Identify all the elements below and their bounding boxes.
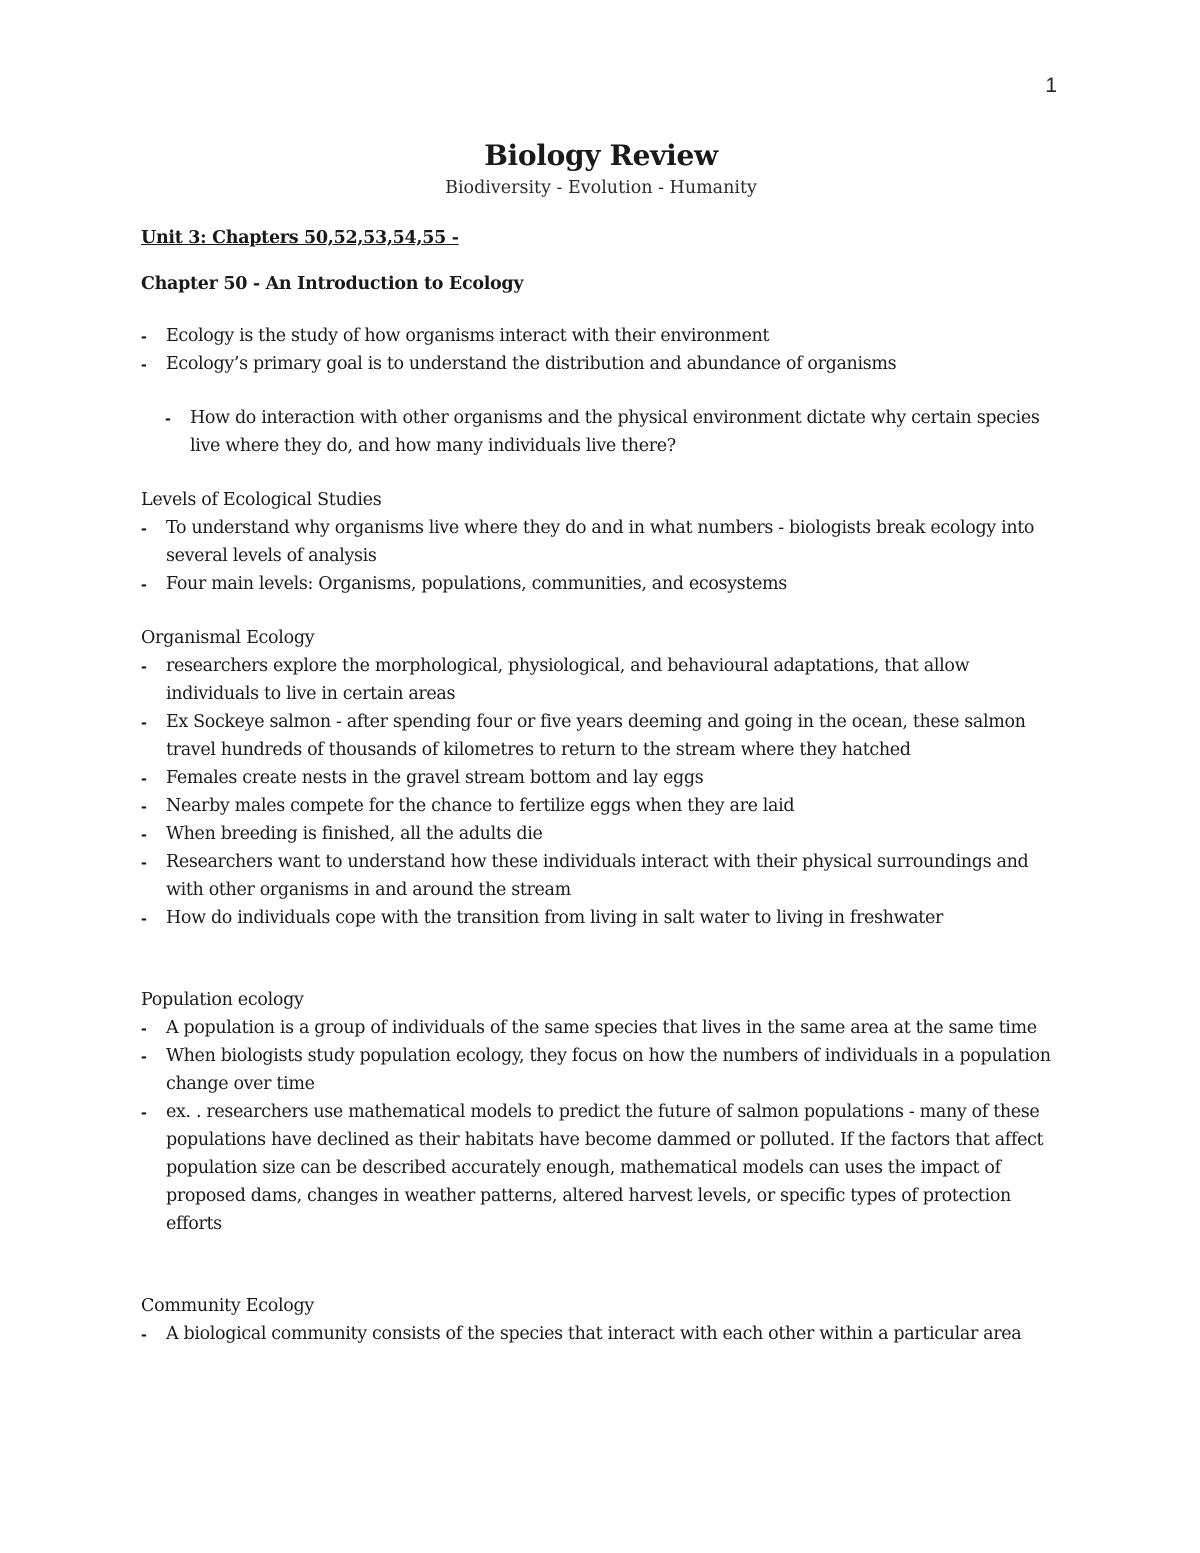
- levels-bullet-list: [141, 514, 1061, 598]
- list-item: - Nearby males compete for the chance to fertilize eggs when they are laid: [141, 792, 1061, 820]
- section-heading-population: Population ecology: [141, 990, 304, 1010]
- list-item: - Ecology is the study of how organisms interact with their environment: [141, 322, 1061, 350]
- list-item: - Four main levels: Organisms, populations, communities, and ecosystems: [141, 570, 1061, 598]
- bullet-dash: -: [141, 1018, 147, 1038]
- bullet-dash: -: [141, 824, 147, 844]
- bullet-dash: -: [141, 574, 147, 594]
- section-heading-levels: Levels of Ecological Studies: [141, 490, 382, 510]
- bullet-dash: -: [165, 408, 171, 428]
- organismal-bullet-list: [141, 652, 1061, 932]
- list-item: - A biological community consists of the species that interact with each other within a particular area: [141, 1320, 1061, 1348]
- section-heading-community: Community Ecology: [141, 1296, 314, 1316]
- bullet-dash: -: [141, 712, 147, 732]
- list-item: - Ecology’s primary goal is to understand the distribution and abundance of organisms: [141, 350, 1061, 378]
- bullet-dash: -: [141, 908, 147, 928]
- document-subtitle: Biodiversity - Evolution - Humanity: [445, 178, 757, 198]
- intro-sub-bullet-list: [141, 404, 1061, 460]
- list-item: - Researchers want to understand how these individuals interact with their physical surroundings and with other organisms in and around the stream: [141, 848, 1061, 904]
- list-item: - When breeding is finished, all the adults die: [141, 820, 1061, 848]
- bullet-dash: -: [141, 656, 147, 676]
- list-item: - ex. . researchers use mathematical models to predict the future of salmon populations - many of these populations have declined as their habitats have become dammed or polluted. If the factors that affect population size can be described accurately enough, mathematical models can uses the impact of proposed dams, changes in weather patterns, altered harvest levels, or specific types of protection efforts: [141, 1098, 1061, 1238]
- list-item: - A population is a group of individuals of the same species that lives in the same area at the same time: [141, 1014, 1061, 1042]
- section-heading-organismal: Organismal Ecology: [141, 628, 315, 648]
- list-item: - Females create nests in the gravel stream bottom and lay eggs: [141, 764, 1061, 792]
- bullet-dash: -: [141, 1102, 147, 1122]
- page-number: 1: [1045, 74, 1057, 97]
- intro-bullet-list: [141, 322, 1061, 378]
- bullet-dash: -: [141, 852, 147, 872]
- chapter-heading: Chapter 50 - An Introduction to Ecology: [141, 274, 524, 294]
- document-title: Biology Review: [484, 139, 718, 172]
- list-item: - researchers explore the morphological, physiological, and behavioural adaptations, that allow individuals to live in certain areas: [141, 652, 1061, 708]
- list-item: - How do interaction with other organisms and the physical environment dictate why certain species live where they do, and how many individuals live there?: [165, 404, 1061, 460]
- bullet-dash: -: [141, 1324, 147, 1344]
- bullet-dash: -: [141, 768, 147, 788]
- bullet-dash: -: [141, 1046, 147, 1066]
- population-bullet-list: [141, 1014, 1061, 1238]
- bullet-dash: -: [141, 796, 147, 816]
- list-item: - How do individuals cope with the transition from living in salt water to living in freshwater: [141, 904, 1061, 932]
- list-item: - When biologists study population ecology, they focus on how the numbers of individuals in a population change over time: [141, 1042, 1061, 1098]
- list-item: - To understand why organisms live where they do and in what numbers - biologists break ecology into several levels of analysis: [141, 514, 1061, 570]
- unit-heading: Unit 3: Chapters 50,52,53,54,55 -: [141, 228, 459, 248]
- bullet-dash: -: [141, 354, 147, 374]
- bullet-dash: -: [141, 326, 147, 346]
- list-item: - Ex Sockeye salmon - after spending four or five years deeming and going in the ocean, these salmon travel hundreds of thousands of kilometres to return to the stream where they hatched: [141, 708, 1061, 764]
- document-body: [141, 138, 1061, 1348]
- community-bullet-list: [141, 1320, 1061, 1348]
- bullet-dash: -: [141, 518, 147, 538]
